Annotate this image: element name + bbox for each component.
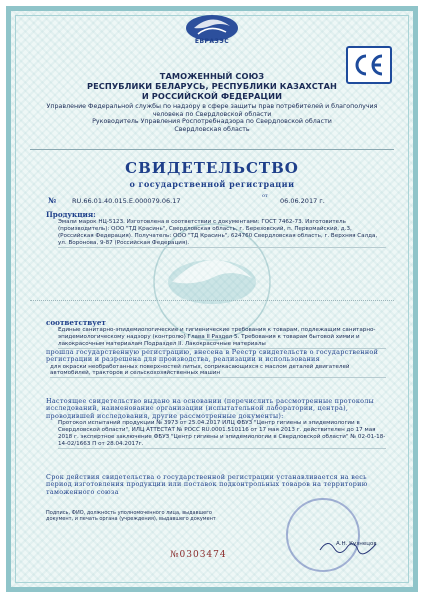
authority-line-2: человека по Свердловской области: [152, 110, 272, 118]
authority-line-3: Руководитель Управления Роспотребнадзора по Свердловской области: [92, 118, 332, 126]
from-label: от: [262, 193, 268, 199]
validity-text: Срок действия свидетельства о государственной регистрации устанавливается на весь период изготовления продукции или поставок подконтрольных товаров на территорию таможенного союза: [46, 473, 368, 496]
divider: [30, 149, 394, 156]
basis-label: Настоящее свидетельство выдано на основании (перечислить рассмотренные протоколы исследований, наименование организации (испытательной лаборатории, центра), проводившей исследования, другие рассмотренные документы):: [46, 397, 375, 420]
basis-section: [46, 398, 386, 449]
product-label: Продукция:: [46, 210, 96, 219]
product-section: [46, 210, 386, 248]
product-text: Эмали марок НЦ-5123. Изготовлена в соответствии с документами: ГОСТ 7462-73. Изготовитель (производитель): ООО "ТД Красинь", Свердловская область, г. Березовский, п. Первомайский, д.3, (Российская Федерация). Получатель: ООО "ТД Красинь", 624760 Свердловская область, г. Верхняя Салда, ул. Воронова, 9-87 (Российская Федерация).: [58, 219, 386, 248]
registration-statement: прошла государственную регистрацию, внесена в Реестр свидетельств о государственной регистрации и разрешена для производства, реализации и использования: [46, 347, 379, 364]
authority-line-1: Управление Федеральной службы по надзору в сфере защиты прав потребителей и благополучия: [46, 103, 378, 110]
validity-section: [46, 474, 386, 496]
document-title: СВИДЕТЕЛЬСТВО: [125, 159, 299, 177]
compliance-label: соответствует: [46, 318, 106, 327]
compliance-text: Единые санитарно-эпидемиологические и гигиенические требования к товарам, подлежащим санитарно-эпидемиологическому надзору (контролю) Глава II Раздел 5. Требования к товарам бытовой химии и лакокрасочным материалам Подраздел II. Лакокрасочные материалы: [58, 327, 386, 349]
union-line-2: РЕСПУБЛИКИ БЕЛАРУСЬ, РЕСПУБЛИКИ КАЗАХСТАН: [87, 81, 337, 91]
signatory-name: А.Н. Кузнецов: [336, 541, 377, 547]
registration-date: 06.06.2017 г.: [280, 197, 325, 205]
customs-union-header: [30, 71, 394, 101]
document-subtitle: о государственной регистрации: [129, 179, 295, 189]
watermark-divider: [30, 300, 394, 303]
union-line-3: И РОССИЙСКОЙ ФЕДЕРАЦИИ: [141, 91, 283, 101]
compliance-section: [46, 318, 386, 378]
usage-text: для окраски необработанных поверхностей литых, соприкасающихся с маслом деталей двигателей автомобилей, тракторов и сельскохозяйственных машин: [50, 364, 386, 379]
basis-text: Протокол испытаний продукции № 3973 от 25.04.2017 ИЛЦ ФБУЗ "Центр гигиены и эпидемиологии в Свердловской области", ИЛЦ АТТЕСТАТ № РОСС RU.0001.510116 от 17 мая 2013 г. действителен до 17 мая 2018 г. экспертное заключение ФБУЗ "Центр гигиены и эпидемиологии в Свердловской области" № 02-01-18-14-02/1663 П от 28.04.2017г.: [58, 420, 386, 447]
registration-number: RU.66.01.40.015.E.000079.06.17: [72, 197, 181, 205]
issuing-authority: [40, 103, 384, 133]
registration-row: [48, 193, 378, 206]
number-label: №: [48, 196, 57, 205]
serial-number: №0303474: [170, 550, 227, 560]
signature-caption: Подпись, ФИО, должность уполномоченного лица, выдавшего документ, и печать органа (учреждения), выдавшего документ: [46, 510, 216, 522]
logo-text: ЕВРАЗЭС: [194, 38, 230, 45]
signature-caption-block: [46, 510, 216, 522]
official-seal-icon: [286, 498, 360, 572]
authority-line-4: Свердловская область: [174, 125, 250, 133]
union-line-1: ТАМОЖЕННЫЙ СОЮЗ: [159, 71, 265, 81]
